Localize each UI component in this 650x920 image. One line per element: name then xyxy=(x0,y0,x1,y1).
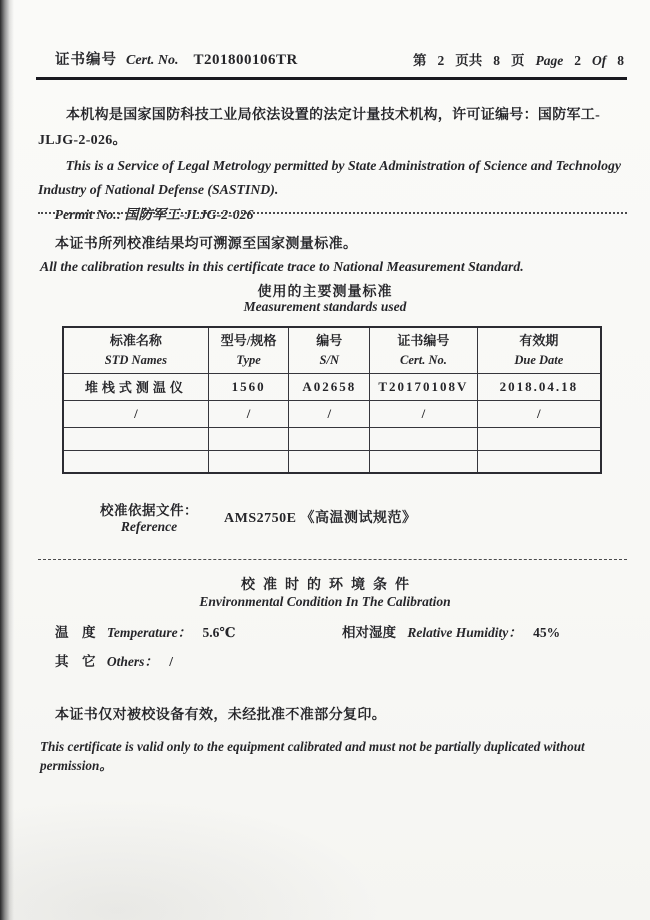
cell-std-name: 堆栈式测温仪 xyxy=(63,373,208,400)
validity-statement-en: This certificate is valid only to the equipment calibrated and must not be partially duplicated without permission。 xyxy=(40,739,585,773)
intro-zh: 本机构是国家国防科技工业局依法设置的法定计量技术机构，许可证编号：国防军工-JLJG-2-026。 xyxy=(38,108,601,148)
temperature-line xyxy=(55,621,236,641)
page-en-total: 8 xyxy=(617,53,624,68)
cell-due-date: 2018.04.18 xyxy=(477,373,601,400)
cell-sn: A02658 xyxy=(289,373,370,400)
validity-statement-zh: 本证书仅对被校设备有效，未经批准不准部分复印。 xyxy=(55,708,387,723)
page-zh-ye: 页 xyxy=(511,53,525,68)
humidity-label-en: Relative Humidity： xyxy=(407,625,522,640)
cert-label-en: Cert. No. xyxy=(126,53,179,68)
environment-title-zh: 校准时的环境条件 xyxy=(241,578,417,593)
header-rule xyxy=(36,77,627,80)
temperature-label-zh: 温 度 xyxy=(55,625,96,640)
reference-value: AMS2750E 《高温测试规范》 xyxy=(224,511,417,526)
cell-cert-no: T20170108V xyxy=(370,373,478,400)
page-en-number: 2 xyxy=(574,53,581,68)
cert-label-zh: 证书编号 xyxy=(55,52,117,68)
environment-title-en: Environmental Condition In The Calibration xyxy=(199,594,451,609)
standards-title-en: Measurement standards used xyxy=(243,299,407,314)
col-header-cert-no: 证书编号 Cert. No. xyxy=(370,327,478,373)
reference-section xyxy=(100,499,416,535)
cert-number-value: T201800106TR xyxy=(193,52,298,68)
others-value: / xyxy=(169,654,174,669)
cell-type: 1560 xyxy=(208,373,289,400)
table-row xyxy=(63,450,601,473)
trace-statement-en: All the calibration results in this certificate trace to National Measurement Standard. xyxy=(40,259,524,274)
header-pagination xyxy=(413,49,624,69)
temperature-value: 5.6℃ xyxy=(202,625,236,640)
dotted-separator-2 xyxy=(38,559,627,560)
others-line xyxy=(55,650,173,670)
page-en-of: Of xyxy=(592,53,607,68)
permit-number: Permit No.: 国防军工-JLJG-2-026 xyxy=(54,206,254,222)
scan-shadow-edge xyxy=(0,0,14,920)
others-label-zh: 其 它 xyxy=(55,654,96,669)
reference-label xyxy=(100,499,198,535)
measurement-standards-table xyxy=(62,326,602,474)
intro-en: This is a Service of Legal Metrology permitted by State Administration of Science and Technology Industry of National Defense (SASTIND). xyxy=(38,157,622,198)
table-row xyxy=(63,427,601,450)
humidity-value: 45% xyxy=(533,625,561,640)
table-row xyxy=(63,373,601,400)
page-en-label: Page xyxy=(535,53,564,68)
col-header-std-names: 标准名称 STD Names xyxy=(63,327,208,373)
dotted-separator-1 xyxy=(38,212,627,214)
page-total: 8 xyxy=(493,53,500,68)
humidity-line xyxy=(342,621,560,641)
standards-title-zh: 使用的主要测量标准 xyxy=(257,285,393,300)
page-zh-di: 第 xyxy=(413,53,427,68)
others-label-en: Others： xyxy=(106,654,158,669)
temperature-label-en: Temperature： xyxy=(106,625,192,640)
reference-label-en: Reference xyxy=(120,519,178,534)
humidity-label-zh: 相对湿度 xyxy=(342,625,396,640)
col-header-due-date: 有效期 Due Date xyxy=(477,327,601,373)
table-row: / / / / / xyxy=(63,400,601,427)
sastind-intro-section xyxy=(38,104,623,227)
col-header-type: 型号/规格 Type xyxy=(208,327,289,373)
col-header-sn: 编号 S/N xyxy=(289,327,370,373)
page-zh-yegong: 页共 xyxy=(455,53,483,68)
trace-statement-zh: 本证书所列校准结果均可溯源至国家测量标准。 xyxy=(55,237,358,252)
reference-label-zh: 校准依据文件： xyxy=(100,503,198,518)
page-number: 2 xyxy=(437,53,445,68)
header-cert-number xyxy=(55,48,298,69)
table-header-row xyxy=(63,327,601,373)
